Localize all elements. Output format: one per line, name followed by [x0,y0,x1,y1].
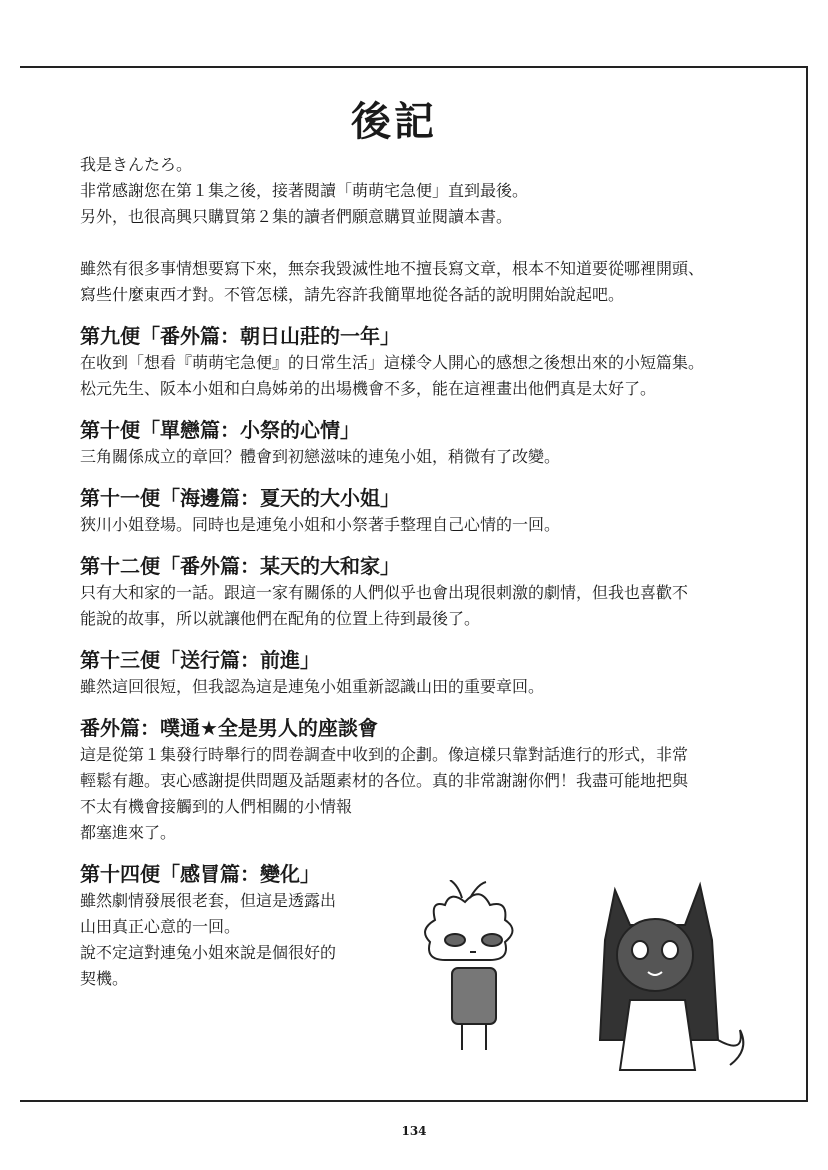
section-line: 都塞進來了。 [80,823,177,842]
section-line: 輕鬆有趣。衷心感謝提供問題及話題素材的各位。真的非常謝謝你們！我盡可能地把與 [80,771,689,790]
section-line: 能說的故事，所以就讓他們在配角的位置上待到最後了。 [80,609,481,628]
chibi-boy [425,880,512,1050]
chibi-catgirl [600,885,743,1070]
section-line: 不太有機會接觸到的人們相關的小情報 [80,797,353,816]
intro-line-3: 另外，也很高興只購買第２集的讀者們願意購買並閱讀本書。 [80,207,513,226]
page-title: 後記 [351,99,437,145]
section-line: 只有大和家的一話。跟這一家有關係的人們似乎也會出現很刺激的劇情，但我也喜歡不 [80,583,689,602]
section-line: 狹川小姐登場。同時也是連兔小姐和小祭著手整理自己心情的一回。 [80,515,561,534]
page-number: 134 [401,1124,427,1138]
preface-line-2: 寫些什麼東西才對。不管怎樣，請先容許我簡單地從各話的說明開始說起吧。 [80,285,625,304]
intro-line-2: 非常感謝您在第１集之後，接著閱讀「萌萌宅急便」直到最後。 [80,181,529,200]
preface-line-1: 雖然有很多事情想要寫下來，無奈我毀滅性地不擅長寫文章，根本不知道要從哪裡開頭、 [80,259,705,278]
section-line: 雖然劇情發展很老套，但這是透露出 [80,891,337,910]
section-line: 說不定這對連兔小姐來說是個很好的 [80,943,337,962]
section-heading: 第十四便「感冒篇：變化」 [80,862,320,886]
section-heading: 第十二便「番外篇：某天的大和家」 [80,554,400,578]
section-heading: 第十一便「海邊篇：夏天的大小姐」 [80,486,400,510]
section-heading: 第十三便「送行篇：前進」 [80,648,320,672]
section-heading: 第九便「番外篇：朝日山莊的一年」 [80,324,400,348]
section-line: 山田真正心意的一回。 [80,917,241,936]
section-line: 松元先生、阪本小姐和白鳥姊弟的出場機會不多，能在這裡畫出他們真是太好了。 [80,379,657,398]
chibi-illustration [400,880,760,1080]
section-line: 這是從第１集發行時舉行的問卷調查中收到的企劃。像這樣只靠對話進行的形式，非常 [80,745,689,764]
section-heading: 第十便「單戀篇：小祭的心情」 [80,418,360,442]
intro-line-1: 我是きんたろ。 [80,155,193,174]
section-line: 雖然這回很短，但我認為這是連兔小姐重新認識山田的重要章回。 [80,677,545,696]
section-line: 三角關係成立的章回？體會到初戀滋味的連兔小姐，稍微有了改變。 [80,447,561,466]
section-line: 在收到「想看『萌萌宅急便』的日常生活」這樣令人開心的感想之後想出來的小短篇集。 [80,353,705,372]
section-line: 契機。 [80,969,129,988]
afterword-body [80,152,770,992]
section-heading: 番外篇：噗通★全是男人的座談會 [80,716,378,740]
